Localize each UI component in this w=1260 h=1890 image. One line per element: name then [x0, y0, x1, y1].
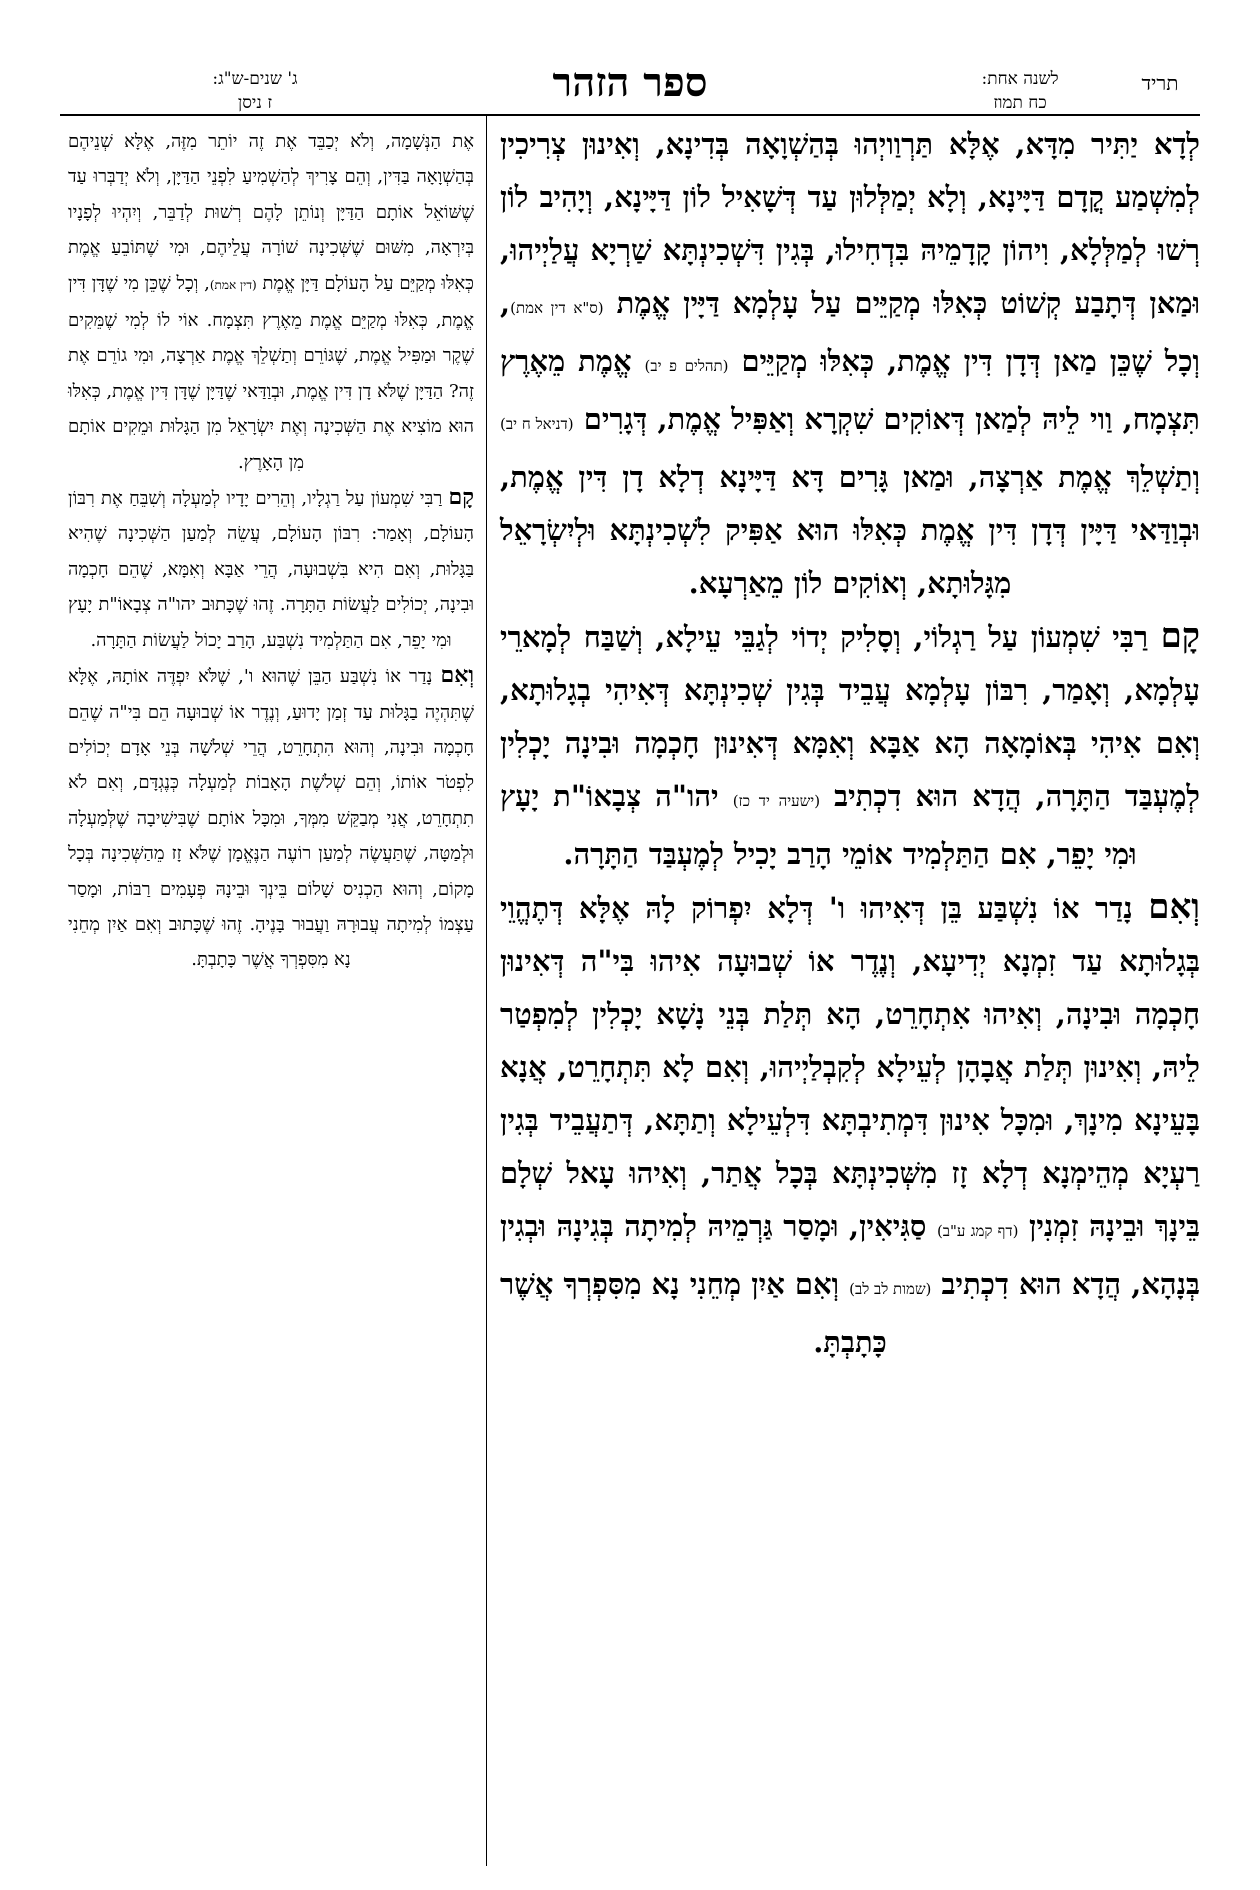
page-header	[60, 55, 1200, 115]
translation-paragraph-3	[68, 658, 474, 978]
page-number: תריד	[1141, 71, 1179, 95]
alt-schedule-date: ז ניסן	[237, 93, 273, 113]
aramaic-text: נָדַר אוֹ נִשְׁבַּע בֵּן דְּאִיהוּ ו' דְּלָא יִפְרוֹק לָהּ אֶלָּא דְּתֶהֱוֵי בְּגָלוּתָא עַד זִמְנָא יְדִיעָא, וְנֶדֶר אוֹ שְׁבוּעָה אִיהוּ בִּי"ה דְּאִינוּן חָכְמָה וּבִינָה, וְאִיהוּ אִתְחָרֵט, הָא תְּלַת בְּנֵי נָשָׁא יָכְלִין לְמִפְטַר לֵיהּ, וְאִינוּן תְּלַת אֲבָהָן לְעֵילָא לְקִבְלַיְיהוּ, וְאִם לָא תִּתְחָרֵט, אֲנָא בָּעֵינָא מִינָךְ, וּמִכָּל אִינוּן דִּמְתִיבְתָּא דִּלְעֵילָא וְתַתָּא, דְּתַעֲבֵיד בְּגִין רַעְיָא מְהֵימְנָא דְלָא זָז מִשְּׁכִינְתָּא בְּכָל אֲתַר, וְאִיהוּ עָאל שְׁלָם בֵּינָךְ וּבֵינָהּ זִמְנִין	[500, 891, 1200, 1243]
aramaic-text: סַגִּיאִין, וּמָסַר גַּרְמֵיהּ לְמִיתָה בְּגִינָהּ וּבְגִין בְּנָהָא, הֲדָא הוּא דִכְתִיב	[500, 1209, 1200, 1301]
translation-text: אֶת הַנְּשָׁמָה, וְלֹא יְכַבֵּד אֶת זֶה יוֹתֵר מִזֶּה, אֶלָּא שְׁנֵיהֶם בְּהַשְׁוָאָה בַּדִּין, וְהֵם צָרִיךְ לְהַשְׁמִיעַ לִפְנֵי הַדַּיָּן, וְלֹא יְדַבְּרוּ עַד שֶׁשּׁוֹאֵל אוֹתָם הַדַּיָּן וְנוֹתֵן לָהֶם רְשׁוּת לְדַבֵּר, וְיִהְיוּ לְפָנָיו בְּיִרְאָה, מִשּׁוּם שֶׁשְּׁכִינָה שׁוֹרָה עֲלֵיהֶם, וּמִי שֶׁתּוֹבֵעַ אֱמֶת כְּאִלּוּ מְקַיֵּם עַל הָעוֹלָם דַּיָּן אֱמֶת	[68, 131, 474, 294]
source-reference: (ס"א דין אמת)	[510, 299, 604, 317]
aramaic-text: וְאִם אַיִן מְחֵנִי נָא מִסִּפְרְךָ אֲשֶׁר כָּתָבְתָּ.	[500, 1267, 887, 1359]
aramaic-column	[500, 118, 1200, 1369]
aramaic-text: לְדָא יַתִּיר מִדָּא, אֶלָּא תַּרְוַויְהוּ בְּהַשְׁוָאָה בְּדִינָא, וְאִינוּן צְרִיכִין לְמִשְׁמַע קֳדָם דַּיָּינָא, וְלָא יְמַלְּלוּן עַד דְּשָׁאִיל לוֹן דַּיָּינָא, וְיָהִיב לוֹן רְשׁוּ לְמַלְּלָא, וִיהוֹן קָדָמֵיהּ בִּדְחִילוּ, בְּגִין דִּשְׁכִינְתָּא שַׁרְיָא עֲלַיְיהוּ, וּמַאן דְּתָבַע קְשׁוֹט כְּאִלּוּ מְקַיֵּים עַל עָלְמָא דַּיָּין אֱמֶת	[500, 127, 1200, 320]
translation-column	[68, 124, 474, 978]
translation-paragraph-1	[68, 124, 474, 480]
alt-schedule-years-label: ג' שנים-ש"ג:	[212, 69, 298, 89]
aramaic-text: יהו"ה צְבָאוֹ"ת יָעָץ וּמִי יָפֵר, אִם הַתַּלְמִיד אוֹמֵי הָרַב יָכִיל לְמֶעְבַּד הַתָּרָה.	[500, 779, 1137, 871]
source-reference: (ישעיה יד כז)	[732, 792, 821, 810]
book-title: ספר הזהר	[552, 59, 708, 106]
aramaic-text: וְתַשְׁלֵךְ אֱמֶת אַרְצָה, וּמַאן גָּרִים דָּא דַּיָּינָא דְלָא דָן דִּין אֱמֶת, וּבְוַדַּאי דַּיָּין דְּדָן דִּין אֱמֶת כְּאִלּוּ הוּא אַפִּיק לִשְׁכִינְתָּא וּלְיִשְׂרָאֵל מִגָּלוּתָא, וְאוֹקִים לוֹן מֵאַרְעָא.	[500, 460, 1200, 600]
translation-text: רַבִּי שִׁמְעוֹן עַל רַגְלָיו, וְהֵרִים יָדָיו לְמַעְלָה וְשִׁבֵּחַ אֶת רִבּוֹן הָעוֹלָם, וְאָמַר: רִבּוֹן הָעוֹלָם, עֲשֵׂה לְמַעַן הַשְּׁכִינָה שֶׁהִיא בַּגָּלוּת, וְאִם הִיא בִּשְׁבוּעָה, הֲרֵי אַבָּא וְאִמָּא, שֶׁהֵם חָכְמָה וּבִינָה, יְכוֹלִים לַעֲשׂוֹת הַתָּרָה. זֶהוּ שֶׁכָּתוּב יהו"ה צְבָאוֹ"ת יָעָץ וּמִי יָפֵר, אִם הַתַּלְמִיד נִשְׁבַּע, הָרַב יָכוֹל לַעֲשׂוֹת הַתָּרָה.	[68, 488, 474, 651]
source-reference: (דף קמג ע"ב)	[936, 1222, 1019, 1240]
translation-paragraph-2	[68, 480, 474, 658]
header-rule	[60, 114, 1200, 116]
column-divider	[486, 116, 487, 1866]
aramaic-text: , וְכָל שֶׁכֵּן מַאן דְּדָן דִּין אֱמֶת, כְּאִלּוּ מְקַיֵּים	[500, 286, 1200, 378]
schedule-date: כח תמוז	[993, 93, 1047, 113]
translation-text: , וְכָל שֶׁכֵּן מִי שֶׁדָּן דִּין אֱמֶת, כְּאִלּוּ מְקַיֵּם אֱמֶת מֵאֶרֶץ תִּצְמָח. אוֹי לוֹ לְמִי שֶׁמֵּקִים שֶׁקֶר וּמַפִּיל אֱמֶת, שֶׁגּוֹרֵם וְתַשְׁלֵךְ אֱמֶת אַרְצָה, וּמִי גוֹרֵם אֶת זֶה? הַדַּיָּן שֶׁלֹּא דָן דִּין אֱמֶת, וּבְוַדַּאי שֶׁדַּיָּן שֶׁדָּן דִּין אֱמֶת, כְּאִלּוּ הוּא מוֹצִיא אֶת הַשְּׁכִינָה וְאֶת יִשְׂרָאֵל מִן הַגָּלוּת וּמֵקִים אוֹתָם מִן הָאָרֶץ.	[68, 272, 474, 473]
source-reference: (תהלים פ יב)	[644, 357, 729, 375]
source-reference: (דניאל ח יב)	[500, 415, 574, 433]
paragraph-lead-word: קָם	[448, 484, 474, 511]
aramaic-paragraph-2	[500, 610, 1200, 881]
aramaic-text: אֱמֶת מֵאֶרֶץ תִּצְמָח, וַוי לֵיהּ לְמַאן דְּאוֹקִים שִׁקְרָא וְאַפִּיל אֱמֶת, דְּגָרִים	[500, 344, 1200, 436]
paragraph-lead-word: וְאִם	[1148, 887, 1200, 927]
aramaic-paragraph-1	[500, 118, 1200, 610]
alt-schedule-label	[140, 67, 370, 115]
schedule-year-label: לשנה אחת:	[981, 69, 1059, 89]
source-reference: (שמות לב לב)	[849, 1280, 932, 1298]
translation-text: נָדַר אוֹ נִשְׁבַּע הַבֵּן שֶׁהוּא ו', שֶׁלֹּא יִפְדֶּה אוֹתָהּ, אֶלָּא שֶׁתִּהְיֶה בַגָּלוּת עַד זְמַן יָדוּעַ, וְנֶדֶר אוֹ שְׁבוּעָה הֵם בִּי"ה שֶׁהֵם חָכְמָה וּבִינָה, וְהוּא הִתְחָרֵט, הֲרֵי שְׁלֹשָׁה בְּנֵי אָדָם יְכוֹלִים לִפְטֹר אוֹתוֹ, וְהֵם שְׁלֹשֶׁת הָאָבוֹת לְמַעְלָה כְּנֶגְדָּם, וְאִם לֹא תִתְחָרֵט, אֲנִי מְבַקֵּשׁ מִמְּךָ, וּמִכָּל אוֹתָם שֶׁבִּישִׁיבָה שֶׁלְּמַעְלָה וּלְמַטָּה, שֶׁתַּעֲשֶׂה לְמַעַן רוֹעֶה הַנֶּאֱמָן שֶׁלֹּא זָז מֵהַשְּׁכִינָה בְּכָל מָקוֹם, וְהוּא הַכְנִיס שָׁלוֹם בֵּינְךָ וּבֵינָהּ פְּעָמִים רַבּוֹת, וּמָסַר עַצְמוֹ לְמִיתָה עֲבוּרָהּ וַעֲבוּר בָּנֶיהָ. זֶהוּ שֶׁכָּתוּב וְאִם אַיִן מְחֵנִי נָא מִסִּפְרְךָ אֲשֶׁר כָּתָבְתָּ.	[68, 666, 474, 971]
paragraph-lead-word: קָם	[1160, 616, 1200, 656]
paragraph-lead-word: וְאִם	[440, 662, 474, 689]
aramaic-paragraph-3	[500, 881, 1200, 1369]
aramaic-text: רַבִּי שִׁמְעוֹן עַל רַגְלוֹי, וְסָלִיק יְדוֹי לְגַבֵּי עֵילָא, וְשַׁבַּח לְמָארֵי עָלְמָא, וְאָמַר, רִבּוֹן עָלְמָא עֲבֵיד בְּגִין שְׁכִינְתָּא דְּאִיהִי בְגָלוּתָא, וְאִם אִיהִי בְּאוֹמָאָה הָא אַבָּא וְאִמָּא דְּאִינוּן חָכְמָה וּבִינָה יָכְלִין לְמֶעְבַּד הַתָּרָה, הֲדָא הוּא דִכְתִיב	[500, 620, 1200, 813]
source-reference: (דין אמת)	[209, 277, 257, 292]
